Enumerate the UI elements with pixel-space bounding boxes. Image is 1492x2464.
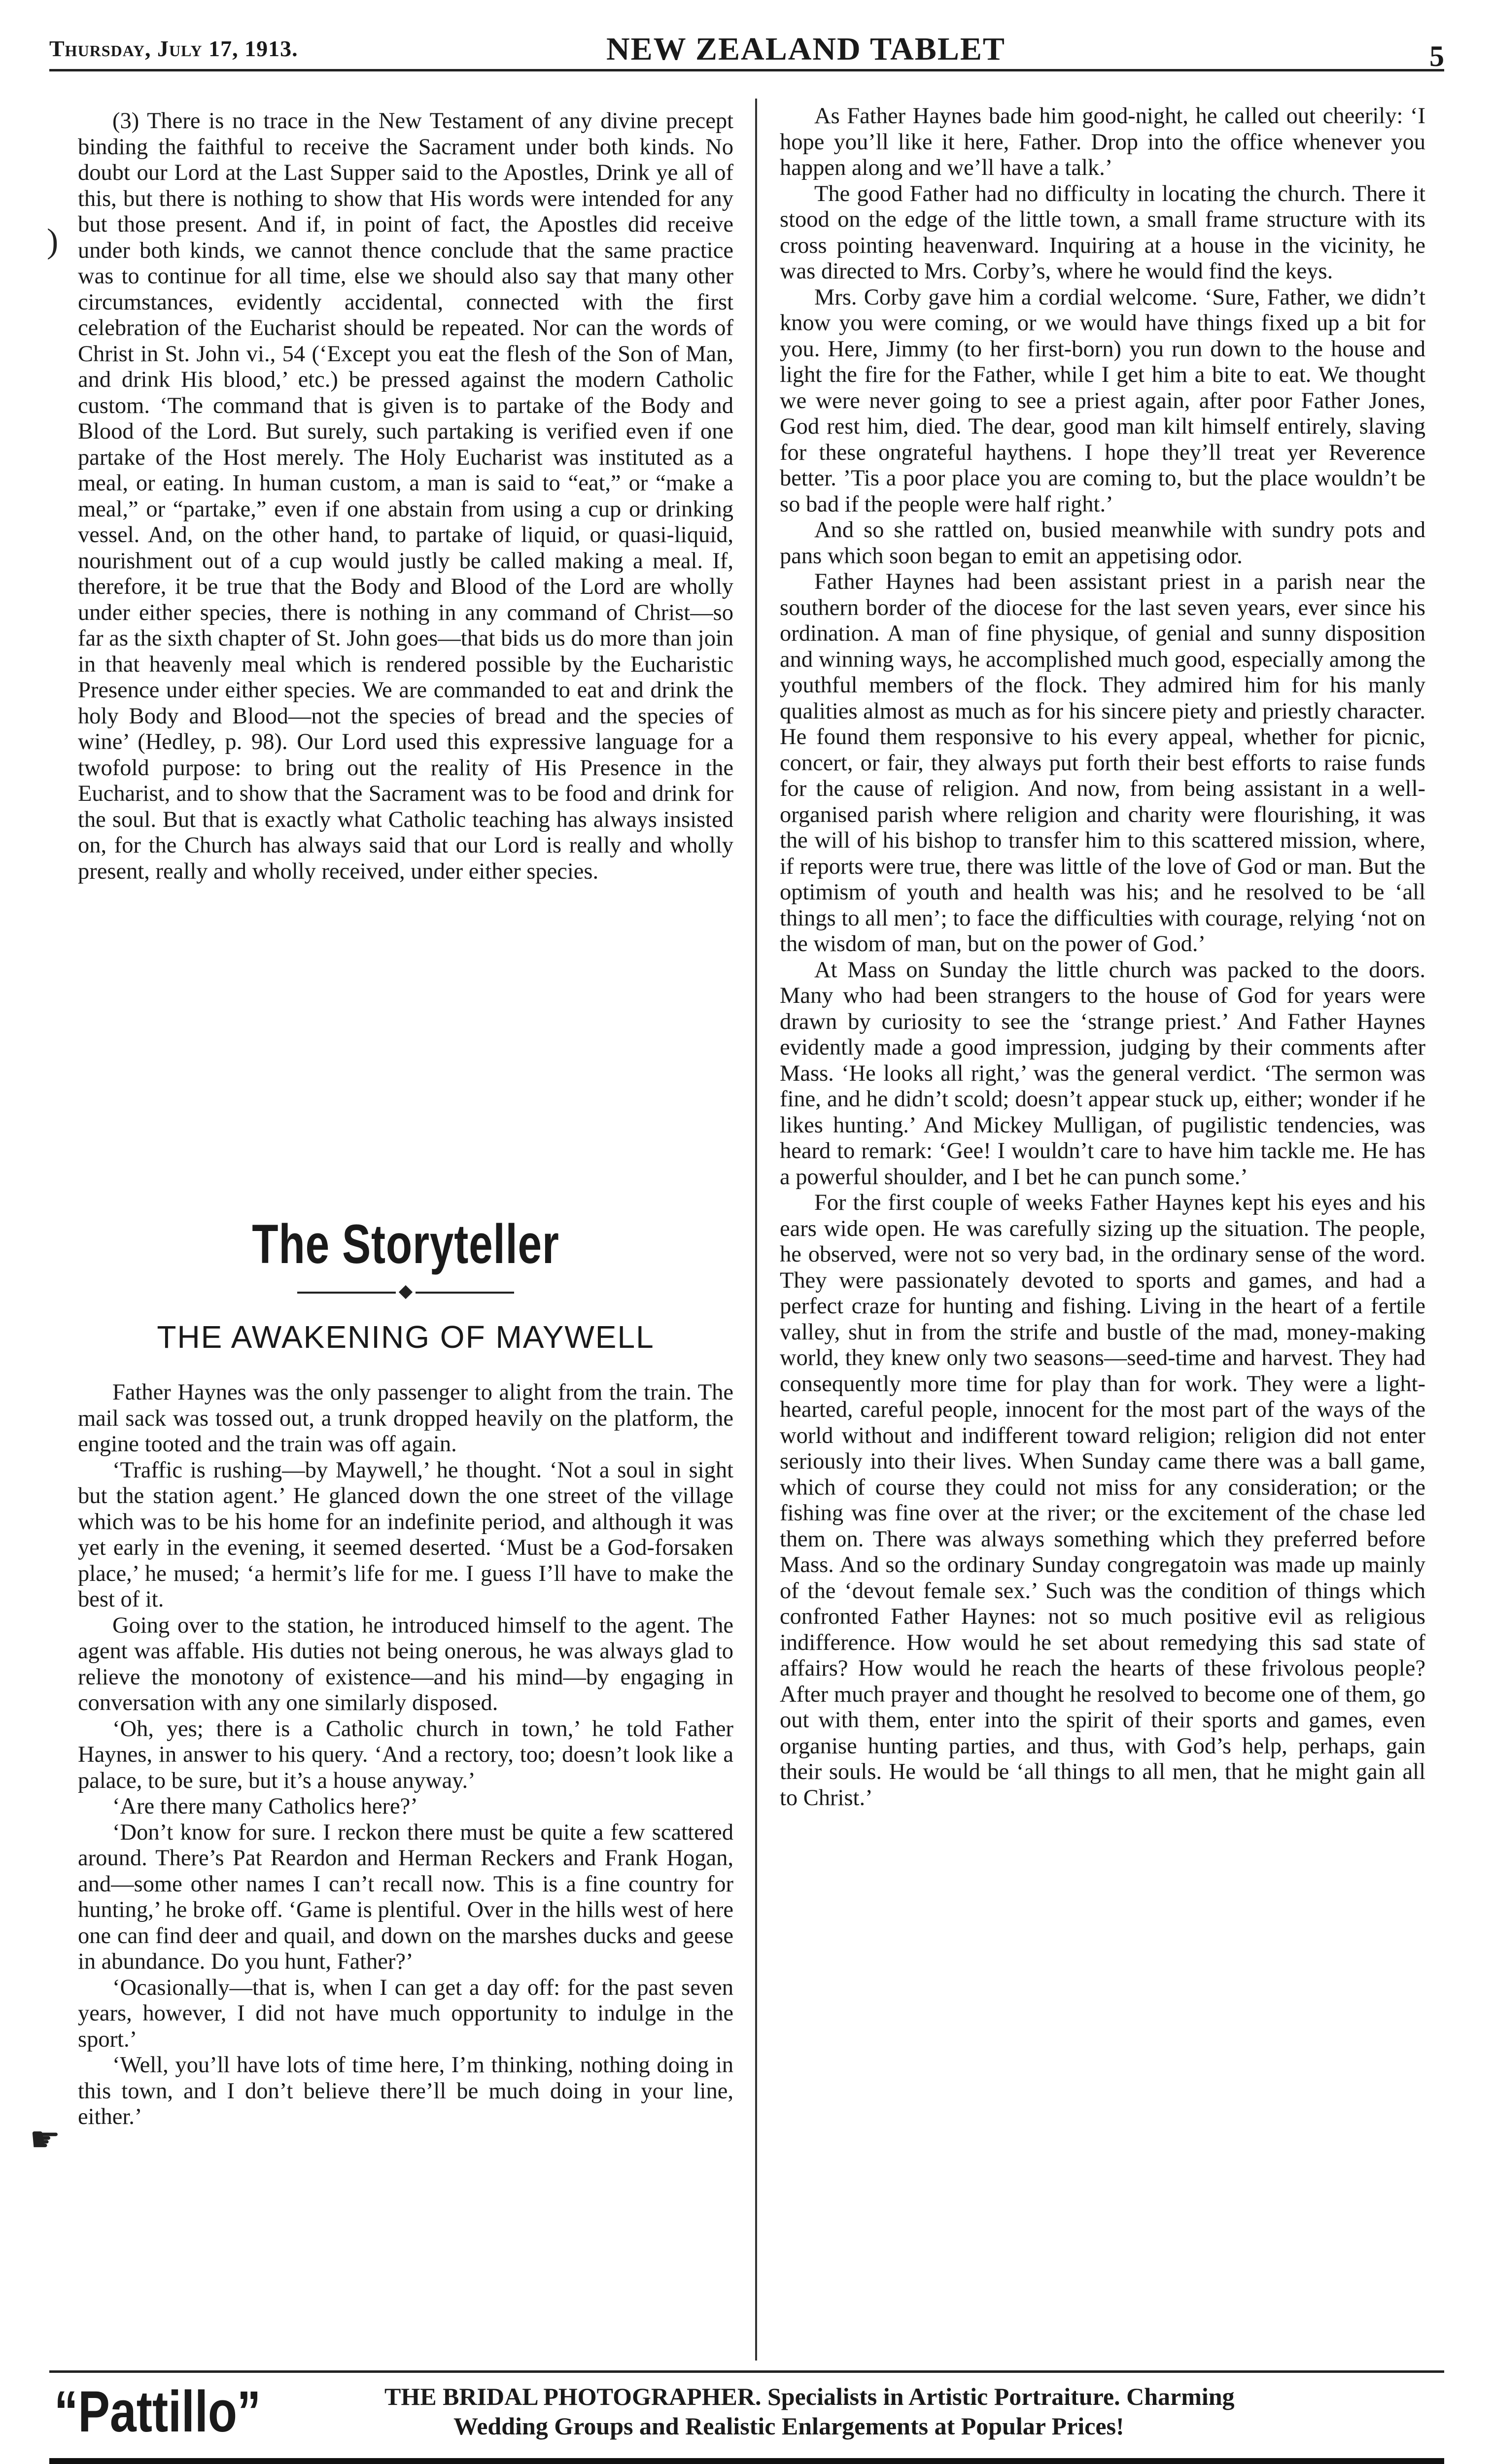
diamond-ornament-icon xyxy=(399,1285,413,1299)
paragraph: ‘Well, you’ll have lots of time here, I’m thinking, nothing doing in this town, and I don’t believe there’ll be much doing in your line, either.’ xyxy=(78,2053,733,2129)
ad-line-2: Wedding Groups and Realistic Enlargements at Popular Prices! xyxy=(453,2412,1124,2440)
issue-date: Thursday, July 17, 1913. xyxy=(49,36,298,61)
storyteller-heading xyxy=(78,1212,733,1355)
paragraph: For the first couple of weeks Father Haynes kept his eyes and his ears wide open. He was carefully sizing up the situation. The people, he observed, were not so very bad, in the ordinary sense of the word. They were passionately devoted to sports and games, and had a perfect craze for hunting and fishing. Living in the heart of a fertile valley, shut in from the strife and bustle of the mad, money-making world, they knew only two seasons—seed-time and harvest. They had consequently more time for play than for work. They were a light-hearted, careful people, innocent for the most part of the ways of the world without and indifferent toward religion; religion did not enter seriously into their lives. When Sunday came there was a ball game, which of course they could not miss for any consideration; or the fishing was fine over at the river; or the excitement of the chase led them on. There was always something which they preferred before Mass. And so the ordinary Sunday congregatoin was made up mainly of the ‘devout female sex.’ Such was the condition of things which confronted Father Haynes: not so much positive evil as religious indifference. How would he set about remedying this sad state of affairs? How would he reach the hearts of these frivolous people? After much prayer and thought he resolved to become one of them, go out with them, enter into the spirit of their sports and games, even organise hunting parties, and thus, with God’s help, perhaps, gain their souls. He would be ‘all things to all men, that he might gain all to Christ.’ xyxy=(780,1190,1425,1811)
ad-brand: “Pattillo” xyxy=(54,2379,261,2444)
margin-pointer-icon: ☛ xyxy=(30,2121,61,2159)
ornament-line-right xyxy=(416,1292,514,1294)
paragraph: ‘Ocasionally—that is, when I can get a day off: for the past seven years, however, I did not have much opportunity to indulge in the sport.’ xyxy=(78,1975,733,2052)
story-title: THE AWAKENING OF MAYWELL xyxy=(157,1319,655,1355)
paragraph: At Mass on Sunday the little church was packed to the doors. Many who had been strangers to the house of God for years were drawn by curiosity to see the ‘strange priest.’ And Father Haynes evidently made a good impression, judging by their comments after Mass. ‘He looks all right,’ was the general verdict. ‘The sermon was fine, and he didn’t scold; doesn’t appear stuck up, either; wonder if he likes hunting.’ And Mickey Mulligan, of pugilistic tendencies, was heard to remark: ‘Gee! I wouldn’t care to have him tackle me. He has a powerful shoulder, and I bet he can punch some.’ xyxy=(780,957,1425,1190)
paragraph: The good Father had no difficulty in locating the church. There it stood on the edge of the little town, a small frame structure with its cross pointing heavenward. Inquiring at a house in the vicinity, he was directed to Mrs. Corby’s, where he would find the keys. xyxy=(780,181,1425,284)
paragraph: (3) There is no trace in the New Testament of any divine precept binding the faithful to receive the Sacrament under both kinds. No doubt our Lord at the Last Supper said to the Apostles, Drink ye all of this, but there is nothing to show that His words were intended for any but those present. And if, in point of fact, the Apostles did receive under both kinds, we cannot thence conclude that the same practice was to continue for all time, else we should also say that many other circumstances, evidently accidental, connected with the first celebration of the Eucharist should be repeated. Nor can the words of Christ in St. John vi., 54 (‘Except you eat the flesh of the Son of Man, and drink His blood,’ etc.) be pressed against the modern Catholic custom. ‘The command that is given is to partake of the Body and Blood of the Lord. But surely, such partaking is verified even if one partake of the Host merely. The Holy Eucharist was instituted as a meal, or eating. In human custom, a man is said to “eat,” or “make a meal,” or “partake,” even if one abstain from using a cup or drinking vessel. And, on the other hand, to partake of liquid, or quasi-liquid, nourishment out of a cup would justly be called making a meal. If, therefore, it be true that the Body and Blood of the Lord are wholly under either species, there is nothing in any command of Christ—so far as the sixth chapter of St. John goes—that bids us do more than join in that heavenly meal which is rendered possible by the Eucharistic Presence under either species. We are commanded to eat and drink the holy Body and Blood—not the species of bread and the species of wine’ (Hedley, p. 98). Our Lord used this expressive language for a twofold purpose: to bring out the reality of His Presence in the Eucharist, and to show that the Sacrament was to be food and drink for the soul. But that is exactly what Catholic teaching has always insisted on, for the Church has always said that our Lord is really and wholly present, really and wholly received, under either species. xyxy=(78,108,733,884)
ornament-line-left xyxy=(297,1292,396,1294)
story-right-column xyxy=(780,103,1425,1811)
section-title: The Storyteller xyxy=(252,1213,559,1275)
page-header xyxy=(49,31,1444,70)
paragraph: ‘Traffic is rushing—by Maywell,’ he thought. ‘Not a soul in sight but the station agent.’ He glanced down the one street of the village which was to be his home for an indefinite period, and although it was yet early in the evening, it seemed deserted. ‘Must be a God-forsaken place,’ he mused; ‘a hermit’s life for me. I guess I’ll have to make the best of it. xyxy=(78,1457,733,1612)
paragraph: ‘Don’t know for sure. I reckon there must be quite a few scattered around. There’s Pat Reardon and Herman Reckers and Frank Hogan, and—some other names I can’t recall now. This is a fine country for hunting,’ he broke off. ‘Game is plentiful. Over in the hills west of here one can find deer and quail, and down on the marshes ducks and geese in abundance. Do you hunt, Father?’ xyxy=(78,1819,733,1974)
paragraph: Father Haynes had been assistant priest in a parish near the southern border of the diocese for the last seven years, ever since his ordination. A man of fine physique, of genial and sunny disposition and winning ways, he accomplished much good, especially among the youthful members of the flock. They admired him for his manly qualities almost as much as for his sincere piety and priestly character. He found them responsive to his every appeal, whether for picnic, concert, or fair, they always put forth their best efforts to raise funds for the cause of religion. And now, from being assistant in a well-organised parish where religion and charity were flourishing, it was the will of his bishop to transfer him to this scattered mission, where, if reports were true, there was little of the love of God or man. But the optimism of youth and health was his; and he resolved to be ‘all things to all men’; to face the difficulties with courage, relying ‘not on the wisdom of man, but on the power of God.’ xyxy=(780,569,1425,957)
header-rule xyxy=(49,69,1444,71)
masthead: NEW ZEALAND TABLET xyxy=(606,31,1006,67)
paragraph: Father Haynes was the only passenger to alight from the train. The mail sack was tossed out, a trunk dropped heavily on the platform, the engine tooted and the train was off again. xyxy=(78,1380,733,1457)
footer-rule xyxy=(49,2370,1444,2373)
margin-bracket-icon: ) xyxy=(47,222,59,260)
ornament-divider xyxy=(297,1285,514,1300)
paragraph: As Father Haynes bade him good-night, he called out cheerily: ‘I hope you’ll like it here, Father. Drop into the office whenever you happen along and we’ll have a talk.’ xyxy=(780,103,1425,180)
article-left-top xyxy=(78,108,733,885)
paragraph: ‘Are there many Catholics here?’ xyxy=(112,1794,418,1819)
footer-heavy-rule xyxy=(49,2458,1444,2464)
column-divider xyxy=(755,99,757,2361)
advertisement-banner xyxy=(49,2375,1444,2449)
ad-line-1: THE BRIDAL PHOTOGRAPHER. Specialists in Artistic Portraiture. Charming xyxy=(384,2383,1235,2410)
page-number: 5 xyxy=(1429,40,1444,72)
paragraph: And so she rattled on, busied meanwhile with sundry pots and pans which soon began to emit an appetising odor. xyxy=(780,517,1425,569)
paragraph: Going over to the station, he introduced himself to the agent. The agent was affable. His duties not being onerous, he was always glad to relieve the monotony of existence—and his mind—by engaging in conversation with any one similarly disposed. xyxy=(78,1612,733,1715)
paragraph: Mrs. Corby gave him a cordial welcome. ‘Sure, Father, we didn’t know you were coming, or we would have things fixed up a bit for you. Here, Jimmy (to her first-born) you run down to the house and light the fire for the Father, while I get him a bite to eat. We thought we were never going to see a priest again, after poor Father Jones, God rest him, died. The dear, good man kilt himself entirely, slaving for these ongrateful haythens. I hope they’ll treat yer Reverence better. ’Tis a poor place you are coming to, but the place wouldn’t be so bad if the people were half right.’ xyxy=(780,284,1425,517)
paragraph: ‘Oh, yes; there is a Catholic church in town,’ he told Father Haynes, in answer to his query. ‘And a rectory, too; doesn’t look like a palace, to be sure, but it’s a house anyway.’ xyxy=(78,1716,733,1793)
story-left-column xyxy=(78,1380,733,2130)
